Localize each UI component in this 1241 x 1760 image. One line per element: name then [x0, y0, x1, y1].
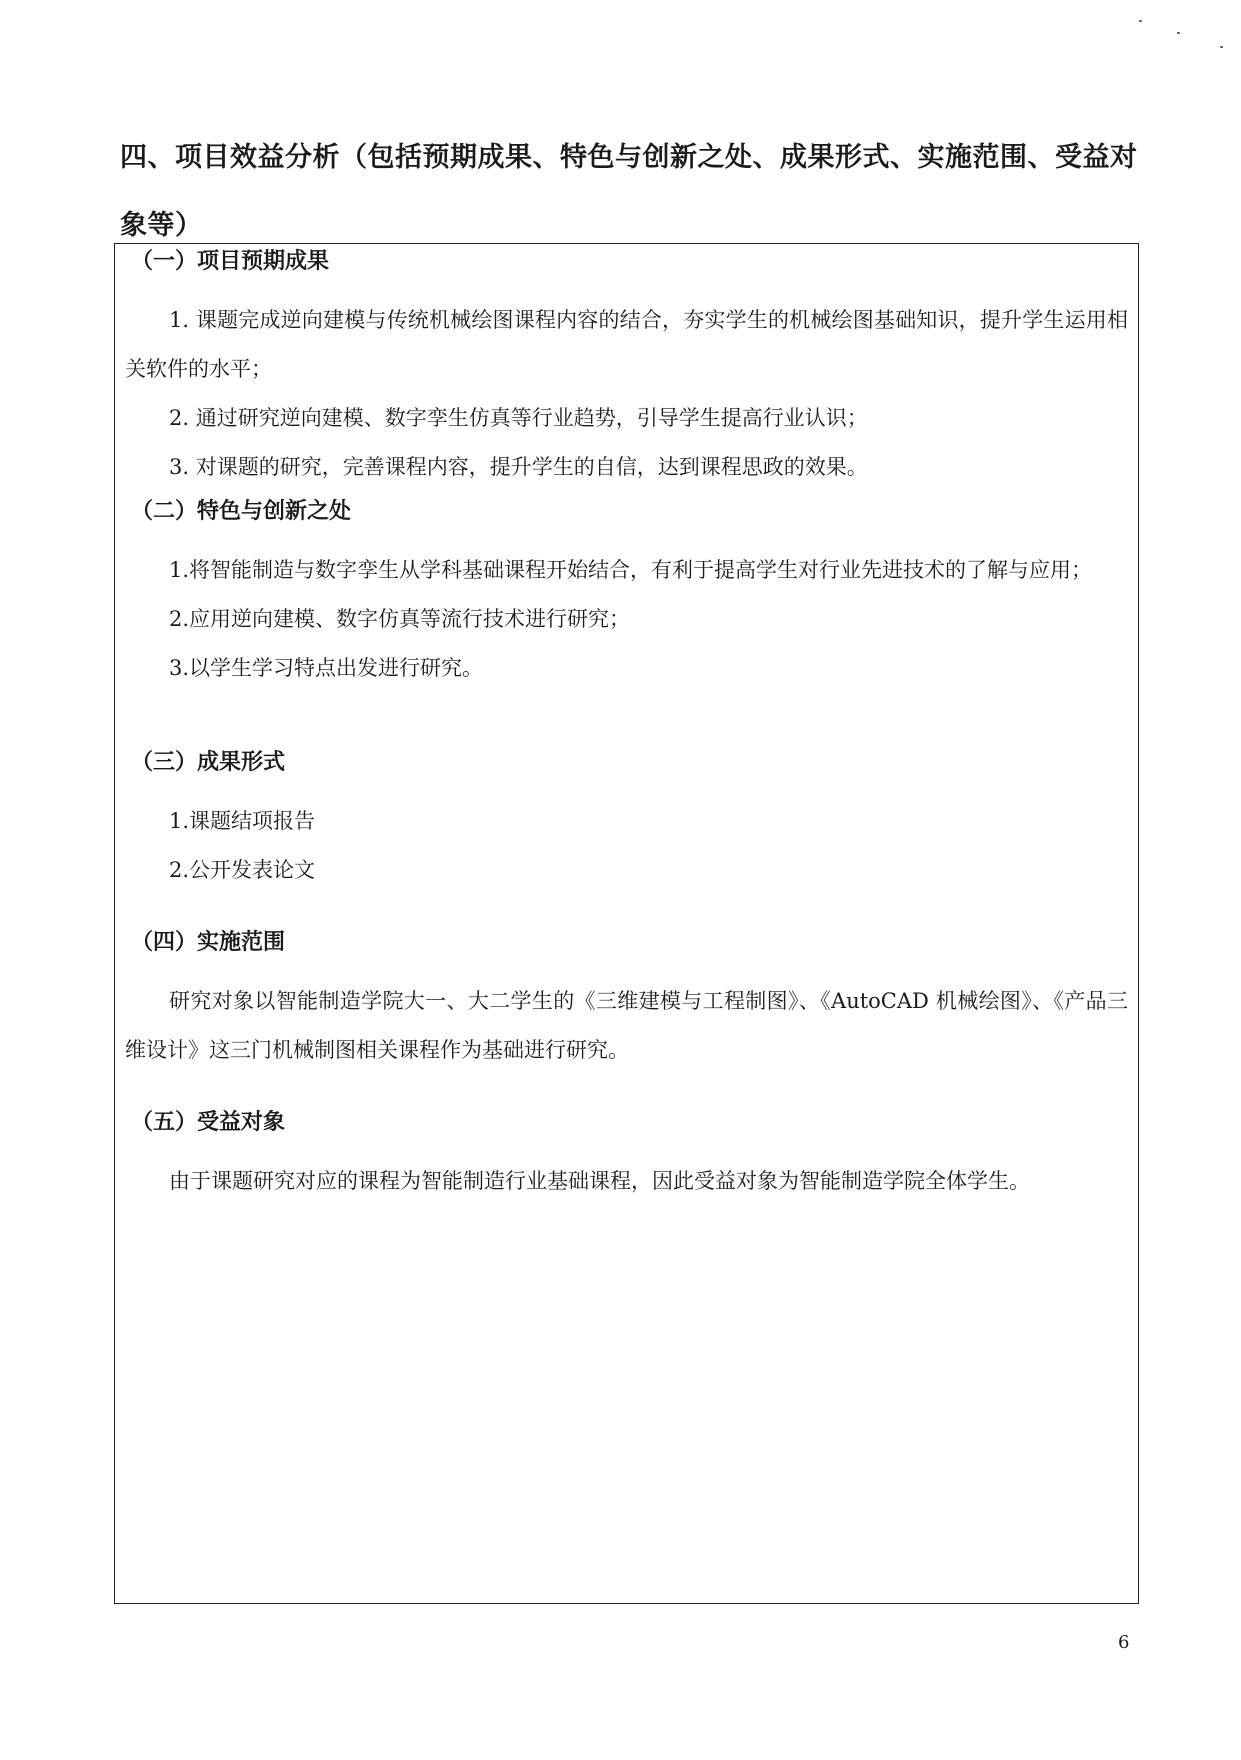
section-title: （五）受益对象: [131, 1110, 286, 1135]
section-result-forms: [125, 748, 1128, 895]
section-title: （一）项目预期成果: [131, 249, 330, 274]
list-item: 1.将智能制造与数字孪生从学科基础课程开始结合，有利于提高学生对行业先进技术的了解与应用；: [169, 558, 1093, 582]
section-title: （四）实施范围: [131, 930, 286, 955]
list-item: 1. 课题完成逆向建模与传统机械绘图课程内容的结合，夯实学生的机械绘图基础知识，提升学生运用相关软件的水平；: [125, 308, 1128, 381]
page-heading: 四、项目效益分析（包括预期成果、特色与创新之处、成果形式、实施范围、受益对象等）: [120, 142, 1138, 241]
section-features-innovation: [125, 497, 1128, 693]
section-title: （二）特色与创新之处: [131, 499, 352, 524]
list-item: 2.应用逆向建模、数字仿真等流行技术进行研究；: [169, 607, 631, 631]
list-item: 3. 对课题的研究，完善课程内容，提升学生的自信，达到课程思政的效果。: [169, 455, 868, 479]
page-number: 6: [1118, 1632, 1130, 1653]
scan-speck: [1220, 46, 1223, 48]
section-beneficiaries: [125, 1108, 1128, 1206]
section-paragraph: 由于课题研究对应的课程为智能制造行业基础课程，因此受益对象为智能制造学院全体学生。: [169, 1169, 1030, 1193]
content-box: [114, 243, 1139, 1604]
list-item: 2. 通过研究逆向建模、数字孪生仿真等行业趋势，引导学生提高行业认识；: [169, 406, 868, 430]
section-paragraph: 研究对象以智能制造学院大一、大二学生的《三维建模与工程制图》、《AutoCAD 机械绘图》、《产品三维设计》这三门机械制图相关课程作为基础进行研究。: [125, 989, 1128, 1062]
section-expected-results: [125, 247, 1128, 492]
scan-speck: [1177, 32, 1180, 34]
scan-speck: [1139, 20, 1142, 22]
section-implementation-scope: [125, 928, 1128, 1075]
section-title: （三）成果形式: [131, 750, 286, 775]
list-item: 3.以学生学习特点出发进行研究。: [169, 656, 484, 680]
list-item: 2.公开发表论文: [169, 858, 316, 882]
list-item: 1.课题结项报告: [169, 809, 316, 833]
